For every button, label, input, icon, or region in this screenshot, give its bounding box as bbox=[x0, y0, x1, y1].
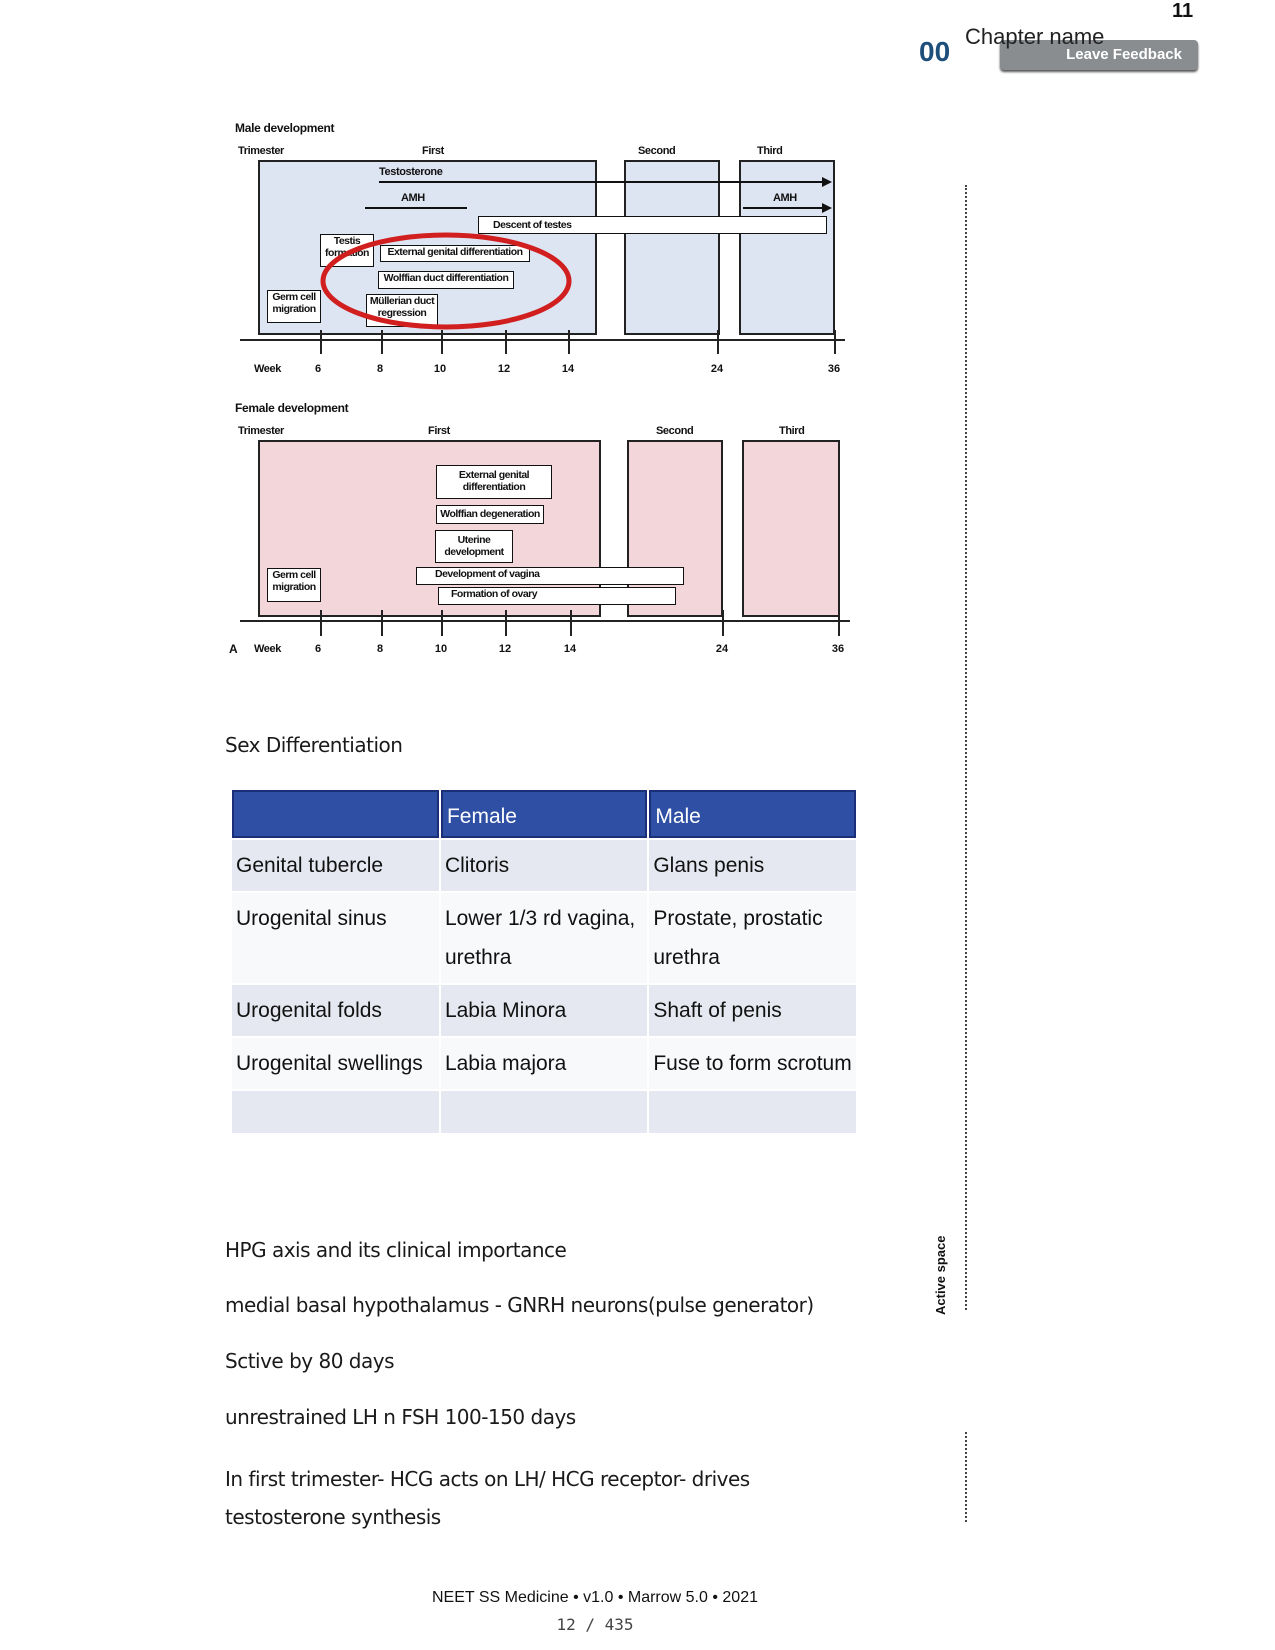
tick bbox=[722, 610, 724, 636]
week-label: Week bbox=[254, 643, 281, 655]
table-header-cell: Female bbox=[441, 790, 647, 838]
tick bbox=[505, 610, 507, 636]
amh-label-late: AMH bbox=[773, 192, 797, 204]
table-cell: Glans penis bbox=[649, 840, 856, 891]
trimester-second: Second bbox=[638, 145, 676, 157]
tick bbox=[320, 330, 322, 354]
chapter-number: 00 bbox=[919, 36, 951, 67]
note-line: Sctive by 80 days bbox=[225, 1349, 394, 1373]
table-row bbox=[232, 840, 856, 891]
development-of-vagina-bar: Development of vagina bbox=[416, 567, 684, 585]
testis-formation-box: Testis formation bbox=[320, 234, 374, 267]
germ-cell-migration-box: Germ cell migration bbox=[267, 290, 321, 323]
mullerian-duct-regression-box: Müllerian duct regression bbox=[366, 294, 438, 327]
table-cell: Urogenital folds bbox=[232, 985, 439, 1036]
descent-of-testes-bar: Descent of testes bbox=[478, 216, 827, 234]
male-diagram-title: Male development bbox=[235, 121, 335, 135]
week-tick-label: 36 bbox=[831, 643, 845, 655]
footer-page-indicator: 12 / 435 bbox=[556, 1615, 634, 1634]
trimester-first: First bbox=[422, 145, 444, 157]
footer-text: NEET SS Medicine • v1.0 • Marrow 5.0 • 2021 bbox=[432, 1589, 758, 1606]
table-cell: Labia Minora bbox=[441, 985, 647, 1036]
week-tick-label: 24 bbox=[710, 363, 724, 375]
table-cell: Lower 1/3 rd vagina, urethra bbox=[441, 893, 647, 983]
table-cell: Prostate, prostatic urethra bbox=[649, 893, 856, 983]
sex-differentiation-table bbox=[230, 788, 858, 1135]
leave-feedback-button[interactable]: Leave Feedback bbox=[1000, 40, 1198, 70]
table-cell: Shaft of penis bbox=[649, 985, 856, 1036]
third-trimester-box bbox=[742, 440, 840, 617]
section-title: Sex Differentiation bbox=[225, 733, 403, 757]
table-cell: Urogenital sinus bbox=[232, 893, 439, 983]
panel-letter: A bbox=[229, 642, 238, 656]
week-tick-label: 6 bbox=[314, 643, 322, 655]
tick bbox=[441, 610, 443, 636]
table-cell bbox=[649, 1091, 856, 1133]
week-tick-label: 36 bbox=[827, 363, 841, 375]
germ-cell-migration-box: Germ cell migration bbox=[267, 568, 321, 602]
note-line: unrestrained LH n FSH 100-150 days bbox=[225, 1405, 576, 1429]
trimester-third: Third bbox=[757, 145, 783, 157]
note-line: In first trimester- HCG acts on LH/ HCG receptor- drives testosterone synthesis bbox=[225, 1467, 750, 1529]
active-space-divider bbox=[965, 1432, 969, 1522]
table-cell: Fuse to form scrotum bbox=[649, 1038, 856, 1089]
trimester-third: Third bbox=[779, 425, 805, 437]
amh-arrow-late bbox=[743, 207, 823, 209]
red-annotation-circle bbox=[318, 230, 574, 332]
external-genital-differentiation-box: External genital differentiation bbox=[380, 245, 530, 262]
table-header-cell bbox=[232, 790, 439, 838]
trimester-first: First bbox=[428, 425, 450, 437]
wolffian-degeneration-box: Wolffian degeneration bbox=[436, 505, 544, 524]
tick bbox=[838, 610, 840, 636]
trimester-label: Trimester bbox=[238, 145, 284, 157]
week-tick-label: 14 bbox=[563, 643, 577, 655]
table-row bbox=[232, 893, 856, 983]
trimester-label: Trimester bbox=[238, 425, 284, 437]
table-header-cell: Male bbox=[649, 790, 856, 838]
week-tick-label: 8 bbox=[376, 643, 384, 655]
tick bbox=[570, 610, 572, 636]
chapter-name: Chapter name bbox=[965, 24, 1105, 49]
week-tick-label: 12 bbox=[497, 363, 511, 375]
week-tick-label: 10 bbox=[434, 643, 448, 655]
arrow-head bbox=[822, 177, 832, 187]
table-header-row bbox=[232, 790, 856, 838]
week-tick-label: 14 bbox=[561, 363, 575, 375]
note-line: medial basal hypothalamus - GNRH neurons(pulse generator) bbox=[225, 1293, 814, 1317]
external-genital-differentiation-box: External genital differentiation bbox=[436, 465, 552, 499]
tick bbox=[505, 330, 507, 354]
active-space-divider bbox=[965, 185, 969, 1310]
table-cell bbox=[441, 1091, 647, 1133]
table-row bbox=[232, 985, 856, 1036]
page-number: 11 bbox=[1172, 0, 1194, 22]
week-tick-label: 6 bbox=[314, 363, 322, 375]
arrow-head bbox=[822, 203, 832, 213]
week-tick-label: 10 bbox=[433, 363, 447, 375]
active-space-label: Active space bbox=[933, 1235, 948, 1315]
table-cell: Labia majora bbox=[441, 1038, 647, 1089]
tick bbox=[568, 330, 570, 354]
table-cell: Genital tubercle bbox=[232, 840, 439, 891]
table-cell: Urogenital swellings bbox=[232, 1038, 439, 1089]
female-diagram-title: Female development bbox=[235, 401, 349, 415]
amh-bar bbox=[365, 207, 467, 209]
table-row bbox=[232, 1091, 856, 1133]
tick bbox=[834, 330, 836, 354]
testosterone-label: Testosterone bbox=[379, 166, 443, 178]
week-axis bbox=[240, 620, 850, 622]
week-tick-label: 24 bbox=[715, 643, 729, 655]
third-trimester-box bbox=[739, 160, 835, 335]
formation-of-ovary-bar: Formation of ovary bbox=[438, 587, 676, 605]
tick bbox=[441, 330, 443, 354]
uterine-development-box: Uterine development bbox=[435, 530, 513, 563]
table-cell bbox=[232, 1091, 439, 1133]
table-cell: Clitoris bbox=[441, 840, 647, 891]
wolffian-duct-differentiation-box: Wolffian duct differentiation bbox=[378, 271, 514, 289]
week-label: Week bbox=[254, 363, 281, 375]
table-row bbox=[232, 1038, 856, 1089]
week-axis bbox=[240, 339, 845, 341]
amh-label: AMH bbox=[401, 192, 425, 204]
trimester-second: Second bbox=[656, 425, 694, 437]
week-tick-label: 12 bbox=[498, 643, 512, 655]
week-tick-label: 8 bbox=[376, 363, 384, 375]
second-trimester-box bbox=[624, 160, 720, 335]
tick bbox=[320, 610, 322, 636]
tick bbox=[717, 330, 719, 354]
note-line: HPG axis and its clinical importance bbox=[225, 1238, 567, 1262]
tick bbox=[381, 610, 383, 636]
tick bbox=[381, 330, 383, 354]
testosterone-arrow bbox=[379, 181, 824, 183]
